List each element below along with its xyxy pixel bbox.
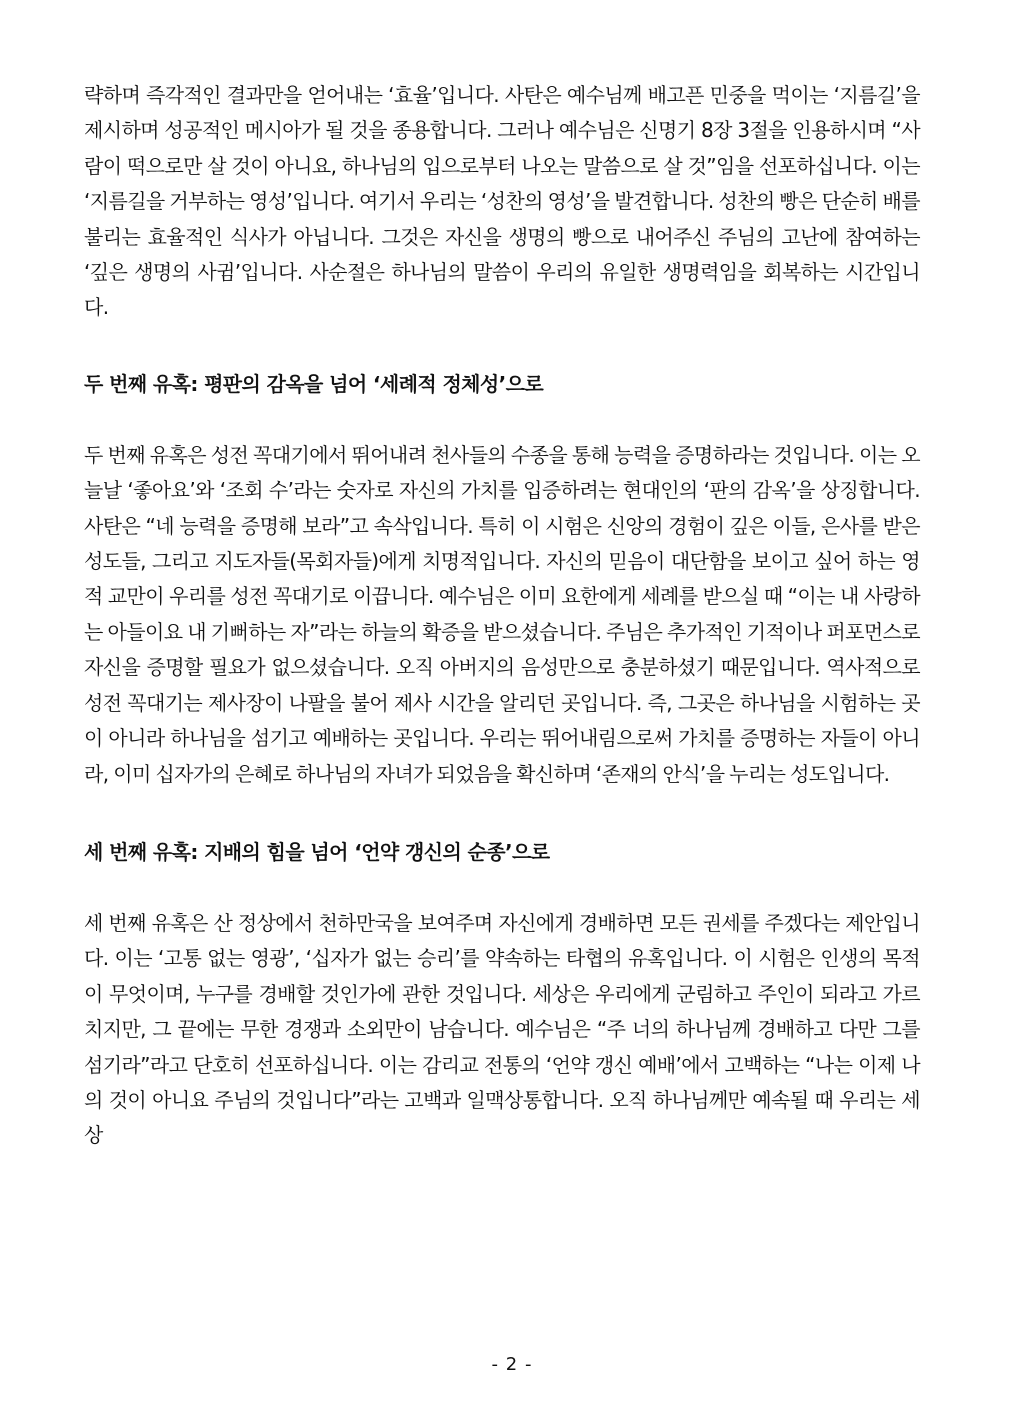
page-number: - 2 - bbox=[491, 1354, 533, 1375]
body-paragraph-3: 세 번째 유혹은 산 정상에서 천하만국을 보여주며 자신에게 경배하면 모든 권세를 주겠다는 제안입니다. 이는 ‘고통 없는 영광’, ‘십자가 없는 승리’를 약속하는 타협의 유혹입니다. 이 시험은 인생의 목적이 무엇이며, 누구를 경배할 것인가에 관한 것입니다. 세상은 우리에게 군림하고 주인이 되라고 가르치지만, 그 끝에는 무한 경쟁과 소외만이 남습니다. 예수님은 “주 너의 하나님께 경배하고 다만 그를 섬기라”라고 단호히 선포하십니다. 이는 감리교 전통의 ‘언약 갱신 예배’에서 고백하는 “나는 이제 나의 것이 아니요 주님의 것입니다”라는 고백과 일맥상통합니다. 오직 하나님께만 예속될 때 우리는 세상 bbox=[84, 910, 920, 1148]
document-page bbox=[84, 78, 920, 1154]
section-heading-third-temptation: 세 번째 유혹: 지배의 힘을 넘어 ‘언약 갱신의 순종’으로 bbox=[84, 839, 550, 864]
section-heading-second-temptation: 두 번째 유혹: 평판의 감옥을 넘어 ‘세례적 정체성’으로 bbox=[84, 371, 544, 396]
body-paragraph-1: 략하며 즉각적인 결과만을 얻어내는 ‘효율’입니다. 사탄은 예수님께 배고픈 민중을 먹이는 ‘지름길’을 제시하며 성공적인 메시아가 될 것을 종용합니다. 그러나 예수님은 신명기 8장 3절을 인용하시며 “사람이 떡으로만 살 것이 아니요, 하나님의 입으로부터 나오는 말씀으로 살 것”임을 선포하십니다. 이는 ‘지름길을 거부하는 영성’입니다. 여기서 우리는 ‘성찬의 영성’을 발견합니다. 성찬의 빵은 단순히 배를 불리는 효율적인 식사가 아닙니다. 그것은 자신을 생명의 빵으로 내어주신 주님의 고난에 참여하는 ‘깊은 생명의 사귐’입니다. 사순절은 하나님의 말씀이 우리의 유일한 생명력임을 회복하는 시간입니다. bbox=[84, 83, 920, 320]
body-paragraph-2: 두 번째 유혹은 성전 꼭대기에서 뛰어내려 천사들의 수종을 통해 능력을 증명하라는 것입니다. 이는 오늘날 ‘좋아요’와 ‘조회 수’라는 숫자로 자신의 가치를 입증하려는 현대인의 ‘판의 감옥’을 상징합니다. 사탄은 “네 능력을 증명해 보라”고 속삭입니다. 특히 이 시험은 신앙의 경험이 깊은 이들, 은사를 받은 성도들, 그리고 지도자들(목회자들)에게 치명적입니다. 자신의 믿음이 대단함을 보이고 싶어 하는 영적 교만이 우리를 성전 꼭대기로 이끕니다. 예수님은 이미 요한에게 세례를 받으실 때 “이는 내 사랑하는 아들이요 내 기뻐하는 자”라는 하늘의 확증을 받으셨습니다. 주님은 추가적인 기적이나 퍼포먼스로 자신을 증명할 필요가 없으셨습니다. 오직 아버지의 음성만으로 충분하셨기 때문입니다. 역사적으로 성전 꼭대기는 제사장이 나팔을 불어 제사 시간을 알리던 곳입니다. 즉, 그곳은 하나님을 시험하는 곳이 아니라 하나님을 섬기고 예배하는 곳입니다. 우리는 뛰어내림으로써 가치를 증명하는 자들이 아니라, 이미 십자가의 은혜로 하나님의 자녀가 되었음을 확신하며 ‘존재의 안식’을 누리는 성도입니다. bbox=[84, 442, 920, 786]
